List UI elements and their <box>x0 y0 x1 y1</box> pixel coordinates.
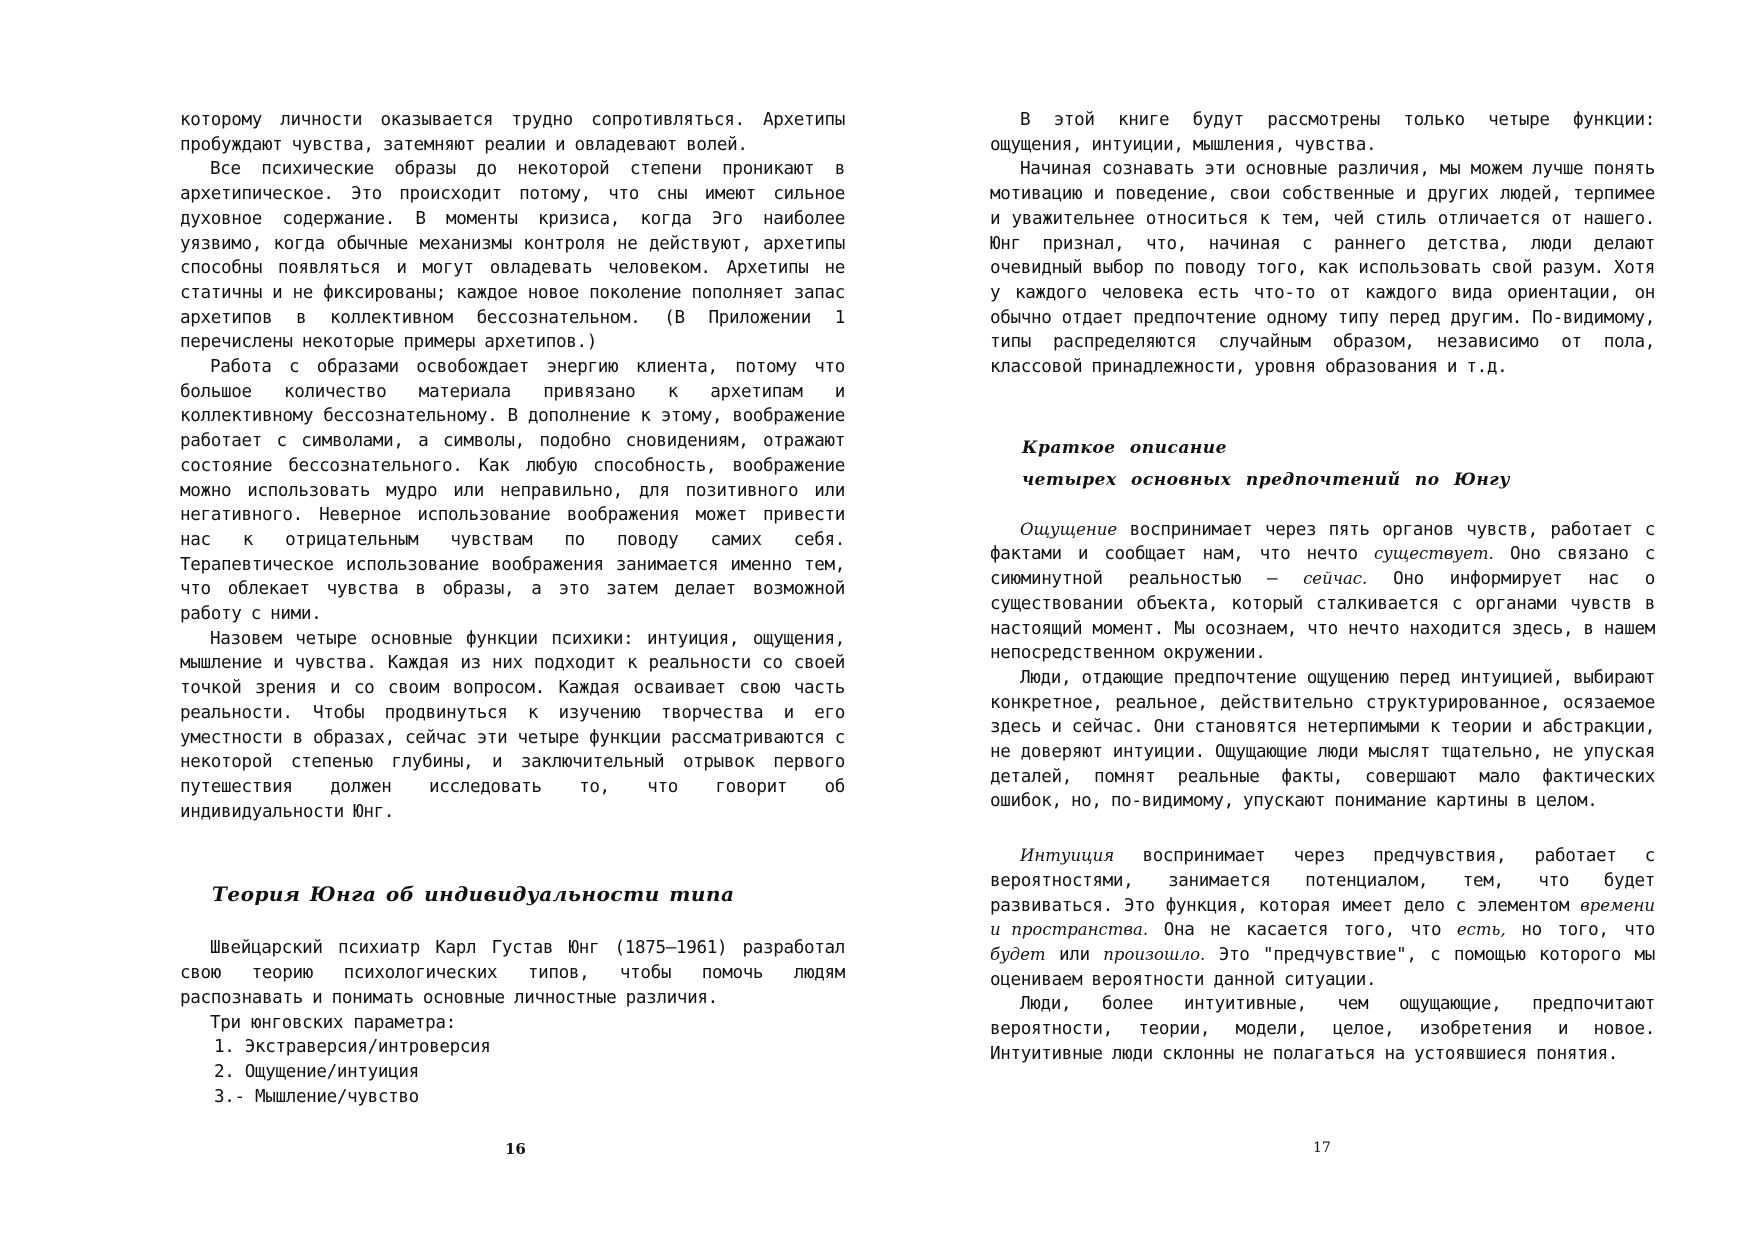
paragraph <box>990 844 1655 992</box>
paragraph <box>990 518 1655 666</box>
text-run: Оно связано с сиюминутной реальностью — <box>990 544 1655 590</box>
text-run: воспринимает через предчувствия, работает с вероятностями, занимается потенциалом, тем, что будет развиваться. Это функция, которая имеет дело с элементом <box>990 846 1655 916</box>
italic-run: сейчас. <box>1303 569 1368 589</box>
text-run: но того, что <box>1505 920 1655 941</box>
term: Интуиция <box>1020 846 1115 866</box>
text-run: или <box>1045 944 1104 965</box>
paragraph: В этой книге будут рассмотрены только четыре функции: ощущения, интуиции, мышления, чувства. <box>990 110 1655 155</box>
page-number: 17 <box>1313 1140 1331 1156</box>
term: Ощущение <box>1020 519 1118 539</box>
list-item: 2. Ощущение/интуиция <box>214 1061 419 1082</box>
section-title: Теория Юнга об индивидуальности типа <box>212 882 735 907</box>
list-intro: Три юнговских параметра: <box>210 1012 456 1033</box>
paragraph: Люди, отдающие предпочтение ощущению перед интуицией, выбирают конкретное, реальное, действительно структурированное, осязаемое здесь и сейчас. Они становятся нетерпимыми к теории и абстракции, не доверяют интуиции. Ощущающие люди мыслят тщательно, не упуская деталей, помнят реальные факты, совершают мало фактических ошибок, но, по-видимому, упускают понимание картины в целом. <box>990 667 1655 812</box>
italic-run: произошло. <box>1103 944 1206 964</box>
paragraph: которому личности оказывается трудно сопротивляться. Архетипы пробуждают чувства, затемняют реалии и овладевают волей. <box>180 110 845 155</box>
paragraph: Назовем четыре основные функции психики: интуиция, ощущения, мышление и чувства. Каждая из них подходит к реальности со своей точкой зрения и со своим вопросом. Каждая осваивает свою часть реальности. Чтобы продвинуться к изучению творчества и его уместности в образах, сейчас эти четыре функции рассматриваются с некоторой степенью глубины, и заключительный отрывок первого путешествия должен исследовать то, что говорит об индивидуальности Юнг. <box>180 628 845 822</box>
paragraph: Все психические образы до некоторой степени проникают в архетипическое. Это происходит потому, что сны имеют сильное духовное содержание. В моменты кризиса, когда Эго наиболее уязвимо, когда обычные механизмы контроля не действуют, архетипы способны появляться и могут овладевать человеком. Архетипы не статичны и не фиксированы; каждое новое поколение пополняет запас архетипов в коллективном бессознательном. (В Приложении 1 перечислены некоторые примеры архетипов.) <box>180 159 845 353</box>
text-run: Это "предчувствие", с помощью которого мы оцениваем вероятности данной ситуации. <box>990 944 1655 990</box>
paragraph: Швейцарский психиатр Карл Густав Юнг (1875—1961) разработал свою теорию психологических типов, чтобы помочь людям распознавать и понимать основные личностные различия. <box>180 938 845 1008</box>
subheading: четырех основных предпочтений по Юнгу <box>1022 469 1511 490</box>
paragraph: Люди, более интуитивные, чем ощущающие, предпочитают вероятности, теории, модели, целое, изобретения и новое. Интуитивные люди склонны не полагаться на устоявшиеся понятия. <box>990 994 1655 1064</box>
text-run: Она не касается того, что <box>1148 920 1457 941</box>
text-run: воспринимает через пять органов чувств, работает с фактами и сообщает нам, что нечто <box>990 519 1655 565</box>
italic-run: есть, <box>1456 920 1506 940</box>
subheading: Краткое описание <box>1022 437 1227 458</box>
list-item: 1. Экстраверсия/интроверсия <box>214 1037 491 1058</box>
page-number: 16 <box>505 1140 526 1158</box>
italic-run: времени и пространства. <box>990 895 1655 940</box>
left-page <box>180 108 845 1109</box>
italic-run: будет <box>990 944 1046 964</box>
italic-run: существует. <box>1373 544 1494 564</box>
right-page <box>990 108 1655 1067</box>
paragraph: Работа с образами освобождает энергию клиента, потому что большое количество материала привязано к архетипам и коллективному бессознательному. В дополнение к этому, воображение работает с символами, а символы, подобно сновидениям, отражают состояние бессознательного. Как любую способность, воображение можно использовать мудро или неправильно, для позитивного или негативного. Неверное использование воображения может привести нас к отрицательным чувствам по поводу самих себя. Терапевтическое использование воображения занимается именно тем, что облекает чувства в образы, а это затем делает возможной работу с ними. <box>180 357 845 625</box>
parameter-list <box>180 1011 845 1110</box>
list-item: 3.- Мышление/чувство <box>214 1086 419 1107</box>
text-run: Оно информирует нас о существовании объекта, который сталкивается с органами чувств в настоящий момент. Мы осознаем, что нечто находится здесь, в нашем непосредственном окружении. <box>990 569 1655 664</box>
paragraph: Начиная сознавать эти основные различия, мы можем лучше понять мотивацию и поведение, свои собственные и других людей, терпимее и уважительнее относиться к тем, чей стиль отличается от нашего. Юнг признал, что, начиная с раннего детства, люди делают очевидный выбор по поводу того, как использовать свой разум. Хотя у каждого человека есть что-то от каждого вида ориентации, он обычно отдает предпочтение одному типу перед другим. По-видимому, типы распределяются случайным образом, независимо от пола, классовой принадлежности, уровня образования и т.д. <box>990 159 1655 378</box>
